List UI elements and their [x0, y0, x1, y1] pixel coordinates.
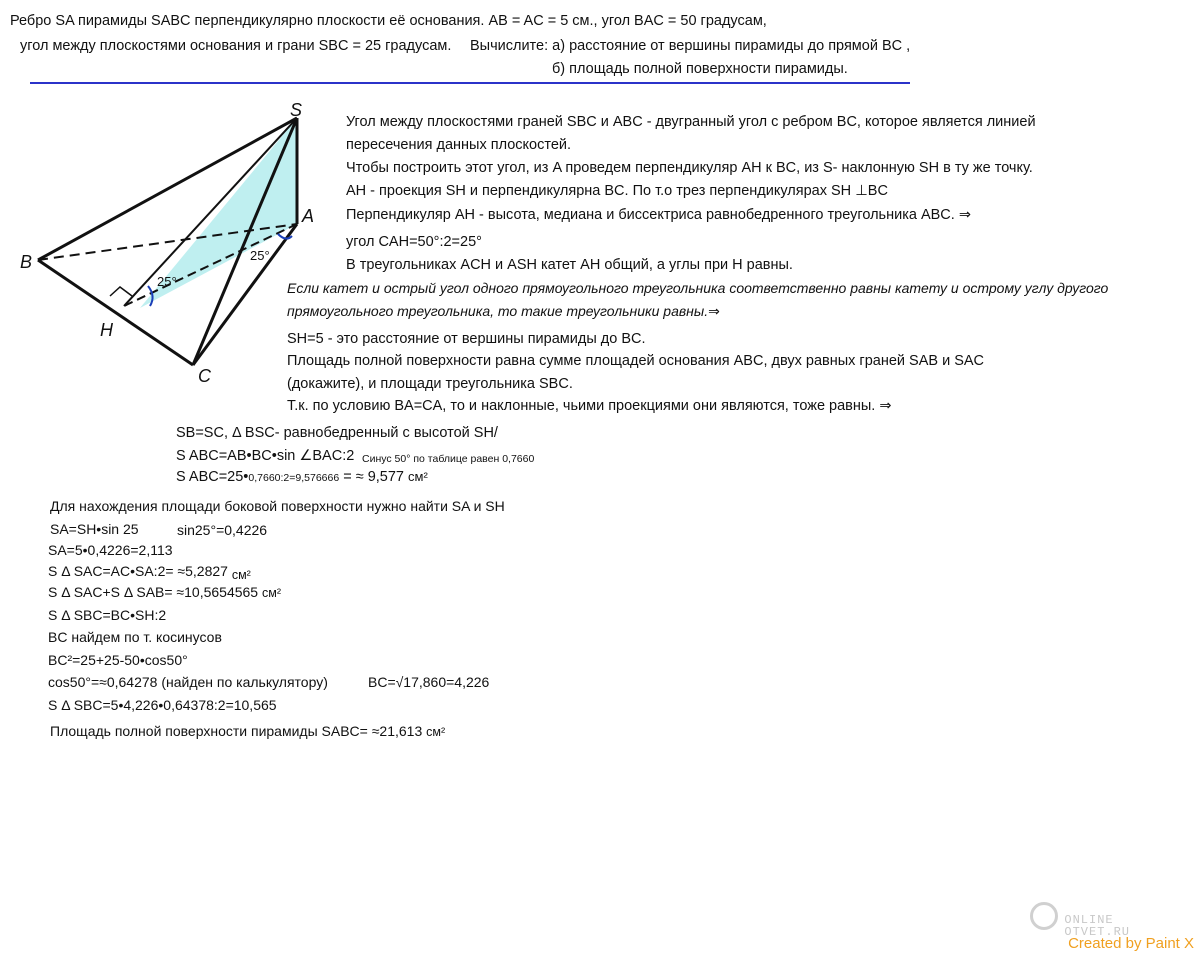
- unit-cm2: см²: [408, 469, 428, 484]
- label-b: B: [20, 252, 33, 272]
- task-b: б) площадь полной поверхности пирамиды.: [552, 61, 848, 77]
- conclusion-line-3: (докажите), и площади треугольника SBC.: [287, 376, 573, 392]
- label-c: C: [198, 366, 211, 386]
- calc-sin25: sin25°=0,4226: [177, 522, 268, 538]
- unit-cm2: см²: [261, 586, 281, 600]
- conclusion-line-2: Площадь полной поверхности равна сумме площадей основания ABC, двух равных граней SAB и SAC: [287, 353, 985, 369]
- total-surface-area: [50, 722, 445, 741]
- explanation-line-6: угол CAH=50°:2=25°: [346, 234, 482, 250]
- calc-sbc-formula: S Δ SBC=BC•SH:2: [48, 607, 167, 623]
- calc-sac-text: S Δ SAC=AC•SA:2= ≈5,2827: [48, 563, 228, 579]
- calc-sb-sc: SB=SC, Δ BSC- равнобедренный с высотой SH/: [176, 425, 498, 441]
- calc-sa-value: SA=5•0,4226=2,113: [48, 542, 173, 558]
- calc-cos50: cos50°=≈0,64278 (найден по калькулятору): [48, 674, 328, 690]
- angle-label-a: 25°: [250, 248, 270, 263]
- right-angle-mark: [110, 287, 132, 296]
- label-s: S: [290, 100, 303, 120]
- explanation-line-4: AH - проекция SH и перпендикулярна BC. По т.о трез перпендикулярах SH ⊥BC: [346, 183, 888, 199]
- task-a: Вычислите: а) расстояние от вершины пирамиды до прямой BC ,: [470, 38, 911, 54]
- total-text: Площадь полной поверхности пирамиды SABC= ≈21,613: [50, 723, 423, 739]
- bc-cosine-theorem: BC найдем по т. косинусов: [48, 629, 222, 645]
- calc-sum-lateral: [48, 583, 281, 602]
- explanation-line-1: Угол между плоскостями граней SBC и ABC - двугранный угол с ребром BC, которое является линией: [346, 114, 1036, 130]
- logo-line-1: ONLINE: [1064, 913, 1114, 927]
- calc-sa-formula: SA=SH•sin 25: [50, 521, 139, 537]
- calc-sbc-value: S Δ SBC=5•4,226•0,64378:2=10,565: [48, 697, 277, 713]
- logo-line-2: OTVET.RU: [1064, 925, 1130, 939]
- label-h: H: [100, 320, 113, 340]
- sabc-value-c: = ≈ 9,577: [339, 469, 404, 485]
- sabc-value-a: S ABC=25•: [176, 469, 249, 485]
- calc-sabc-formula: S ABC=AB•BC•sin ∠BAC:2: [176, 448, 355, 464]
- conclusion-line-4: Т.к. по условию BA=CA, то и наклонные, чьими проекциями они являются, тоже равны. ⇒: [287, 398, 892, 414]
- theorem-line-2: прямоугольного треугольника, то такие треугольники равны.⇒: [287, 303, 720, 319]
- unit-cm2: см²: [231, 568, 251, 582]
- created-by-watermark: Created by Paint X: [1068, 935, 1194, 952]
- lateral-intro: Для нахождения площади боковой поверхности нужно найти SA и SH: [50, 498, 505, 514]
- explanation-line-2: пересечения данных плоскостей.: [346, 137, 572, 153]
- lightbulb-icon: [1030, 902, 1058, 930]
- unit-cm2: см²: [426, 725, 446, 739]
- angle-label-h: 25°: [157, 274, 177, 289]
- explanation-line-5: Перпендикуляр AH - высота, медиана и биссектриса равнобедренного треугольника ABC. ⇒: [346, 207, 971, 223]
- theorem-line-1: Если катет и острый угол одного прямоугольного треугольника соответственно равны катету и острому углу другого: [287, 280, 1109, 296]
- problem-line-1: Ребро SA пирамиды SABC перпендикулярно плоскости её основания. AB = AC = 5 см., угол BAC = 50 градусам,: [10, 13, 767, 29]
- explanation-line-7: В треугольниках ACH и ASH катет AH общий, а углы при H равны.: [346, 257, 793, 273]
- calc-sabc-value: [176, 468, 428, 487]
- label-a: A: [302, 206, 315, 226]
- sin50-note: Синус 50° по таблице равен 0,7660: [362, 453, 535, 465]
- calc-bc-squared: BC²=25+25-50•cos50°: [48, 652, 188, 668]
- divider-line: [30, 82, 910, 84]
- problem-line-2: угол между плоскостями основания и грани SBC = 25 градусам.: [20, 38, 452, 54]
- calc-bc-value: BC=√17,860=4,226: [368, 674, 490, 690]
- sabc-value-b: 0,7660:2=9,576666: [248, 472, 340, 484]
- calc-sac: [48, 562, 251, 581]
- conclusion-line-1: SH=5 - это расстояние от вершины пирамиды до BC.: [287, 331, 646, 347]
- calc-sum-text: S Δ SAC+S Δ SAB= ≈10,5654565: [48, 584, 259, 600]
- explanation-line-3: Чтобы построить этот угол, из A проведем перпендикуляр AH к BC, из S- наклонную SH в ту же точку.: [346, 160, 1033, 176]
